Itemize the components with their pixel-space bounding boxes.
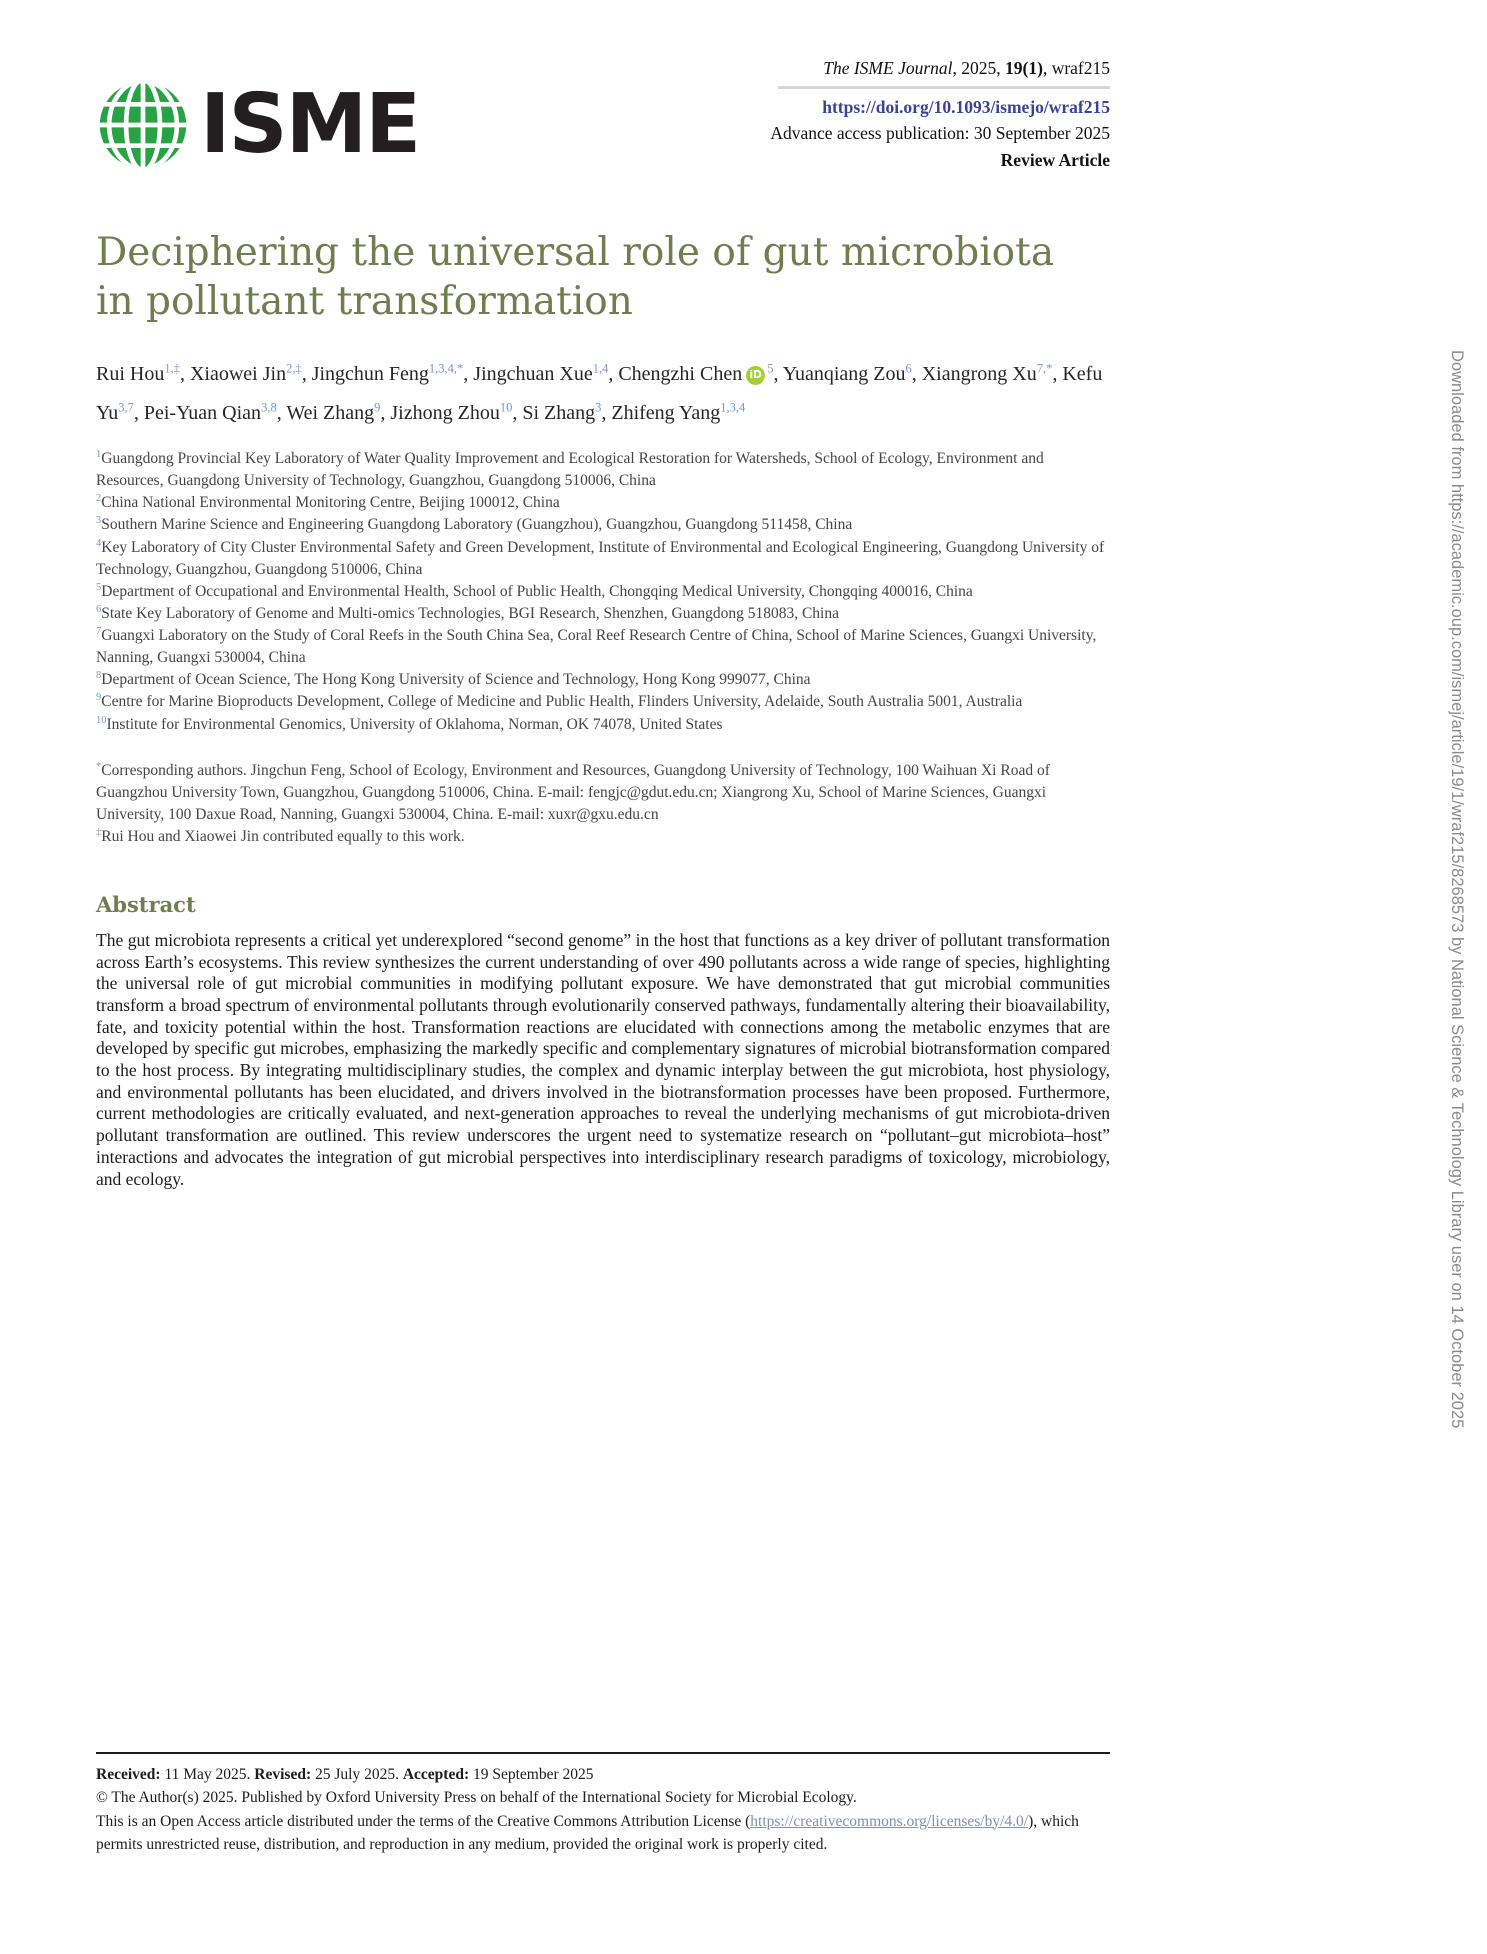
license-text-after: ), which permits unrestricted reuse, distribution, and reproduction in any medium, provided the original work is properly cited.	[96, 1812, 1079, 1853]
author: Chengzhi Chen iD $^5$	[618, 361, 774, 386]
affiliation: $^1$Guangdong Provincial Key Laboratory of Water Quality Improvement and Ecological Restoration for Watersheds, School of Ecology, Environment and Resources, Guangdong University of Technology, Guangzhou, Guangdong 510006, China	[96, 449, 1044, 490]
isme-logo	[96, 78, 419, 172]
citation-article-id: , wraf215	[1042, 58, 1110, 78]
author: Jingchuan Xue$^{1,4}$	[473, 361, 609, 386]
page-title: Deciphering the universal role of gut microbiota in pollutant transformation	[96, 229, 1055, 325]
main-content	[96, 0, 1110, 1190]
author-list: Rui Hou$^{1,\ddagger}$, Xiaowei Jin$^{2,\ddagger}$, Jingchun Feng$^{1,3,4,*}$, Jingchuan Xue$^{1,4}$, Chengzhi Chen iD $^5$, Yuanqiang Zou$^6$, Xiangrong $Xu^{7,*}$, Kefu Yu$^{3,7}$, Pei-Yuan Qian$^{3,8}$, Wei Zhang$^9$, Jizhong Zhou$^{10}$, Si Zhang$^3$, Zhifeng Yang$^{1,3,4}$	[96, 361, 1103, 424]
doi-link[interactable]: https://doi.org/10.1093/ismejo/wraf215	[822, 97, 1110, 118]
page-footer	[96, 1752, 1110, 1856]
journal-name: The ISME Journal	[823, 58, 953, 78]
corresponding-symbol: *	[96, 760, 102, 772]
affiliation: $^2$China National Environmental Monitoring Centre, Beijing 100012, China	[96, 493, 560, 512]
license-link[interactable]: https://creativecommons.org/licenses/by/4.0/	[750, 1812, 1029, 1830]
citation-divider	[778, 86, 1110, 89]
abstract-text: The gut microbiota represents a critical yet underexplored “second genome” in the host that functions as a key driver of pollutant transformation across Earth’s ecosystems. This review synthesizes the current understanding of over 490 pollutants across a wide range of species, highlighting the universal role of gut microbial communities in modifying pollutant exposure. We have demonstrated that gut microbial communities transform a broad spectrum of environmental pollutants through evolutionarily conserved pathways, fundamentally altering their bioavailability, fate, and toxicity potential within the host. Transformation reactions are elucidated with connections among the metabolic enzymes that are developed by specific gut microbes, emphasizing the markedly specific and complementary signatures of microbial biotransformation compared to the host process. By integrating multidisciplinary studies, the complex and dynamic interplay between the gut microbiota, host physiology, and environmental pollutants has been elucidated, and drivers involved in the biotransformation processes have been proposed. Furthermore, current methodologies are critically evaluated, and next-generation approaches to reveal the underlying mechanisms of gut microbiota-driven pollutant transformation are outlined. This review underscores the urgent need to systematize research on “pollutant–gut microbiota–host” interactions and advocates the integration of gut microbial perspectives into interdisciplinary research paradigms of toxicology, microbiology, and ecology.	[96, 929, 1110, 1189]
author: Wei Zhang$^9$	[286, 400, 381, 424]
license-line	[96, 1810, 1110, 1857]
affiliation: $^{10}$Institute for Environmental Genomics, University of Oklahoma, Norman, OK 74078, United States	[96, 714, 723, 733]
copyright-line: © The Author(s) 2025. Published by Oxford University Press on behalf of the International Society for Microbial Ecology.	[96, 1789, 857, 1807]
author: Xiaowei Jin$^{2,\ddagger}$	[189, 361, 302, 386]
affiliation: $^7$Guangxi Laboratory on the Study of Coral Reefs in the South China Sea, Coral Reef Research Centre of China, School of Marine Sciences, Guangxi University, Nanning, Guangxi 530004, China	[96, 626, 1097, 667]
author: Jingchun Feng$^{1,3,4,*}$	[311, 361, 464, 386]
author: Kefu Yu$^{3,7}$	[96, 363, 1103, 424]
equal-contribution-note	[96, 826, 1110, 848]
equal-text: Rui Hou and Xiaowei Jin contributed equally to this work.	[101, 827, 465, 845]
affiliation: $^4$Key Laboratory of City Cluster Environmental Safety and Green Development, Institute of Environmental and Ecological Engineering, Guangdong University of Technology, Guangzhou, Guangdong 510006, China	[96, 537, 1105, 578]
journal-citation	[770, 56, 1110, 81]
affiliation: $^6$State Key Laboratory of Genome and Multi-omics Technologies, BGI Research, Shenzhen, Guangdong 518083, China	[96, 603, 839, 623]
license-text-before: This is an Open Access article distributed under the terms of the Creative Commons Attribution License (	[96, 1812, 751, 1830]
citation-year: , 2025,	[952, 58, 1006, 78]
affiliation-list	[96, 448, 1110, 736]
author: Pei-Yuan Qian$^{3,8}$	[143, 400, 277, 424]
author: Yuanqiang Zou$^6$	[782, 361, 912, 386]
orcid-icon[interactable]: iD	[746, 366, 765, 385]
author-notes	[96, 760, 1110, 848]
logo-wordmark: ISME	[200, 77, 420, 172]
citation-block	[770, 56, 1110, 174]
affiliation: $^3$Southern Marine Science and Engineering Guangdong Laboratory (Guangzhou), Guangzhou, Guangdong 511458, China	[96, 515, 853, 534]
affiliation: $^8$Department of Ocean Science, The Hong Kong University of Science and Technology, Hong Kong 999077, China	[96, 670, 811, 689]
article-type-badge: Review Article	[1000, 150, 1110, 171]
dates-line: Received: 11 May 2025. Revised: 25 July 2025. Accepted: 19 September 2025	[96, 1766, 594, 1783]
author: Xiangrong $Xu^{7,*}$	[921, 361, 1053, 386]
advance-access-date: Advance access publication: 30 September 2025	[770, 122, 1110, 143]
author: Rui Hou$^{1,\ddagger}$	[96, 361, 180, 386]
page-header	[96, 0, 1110, 174]
download-attribution-note: Downloaded from https://academic.oup.com/ismej/article/19/1/wraf215/8268573 by National Science & Technology Library user on 14 October 2025	[1448, 350, 1466, 1429]
citation-volume: 19(1)	[1005, 58, 1043, 78]
equal-symbol: ‡	[96, 826, 102, 838]
corresponding-text: Corresponding authors. Jingchun Feng, School of Ecology, Environment and Resources, Guangdong University of Technology, 100 Waihuan Xi Road of Guangzhou University Town, Guangzhou, Guangdong 510006, China. E-mail: fengjc@gdut.edu.cn; Xiangrong Xu, School of Marine Sciences, Guangxi University, 100 Daxue Road, Nanning, Guangxi 530004, China. E-mail: xuxr@gxu.edu.cn	[96, 761, 1050, 823]
globe-icon	[96, 78, 190, 172]
affiliation: $^9$Centre for Marine Bioproducts Development, College of Medicine and Public Health, Flinders University, Adelaide, South Australia 5001, Australia	[96, 692, 1023, 711]
author: Zhifeng Yang$^{1,3,4}$	[611, 400, 746, 424]
affiliation: $^5$Department of Occupational and Environmental Health, School of Public Health, Chongqing Medical University, Chongqing 400016, China	[96, 581, 973, 600]
author: Jizhong Zhou$^{10}$	[390, 400, 513, 424]
corresponding-authors-note	[96, 760, 1110, 826]
abstract-heading: Abstract	[96, 891, 196, 917]
author: Si Zhang$^3$	[522, 400, 602, 424]
